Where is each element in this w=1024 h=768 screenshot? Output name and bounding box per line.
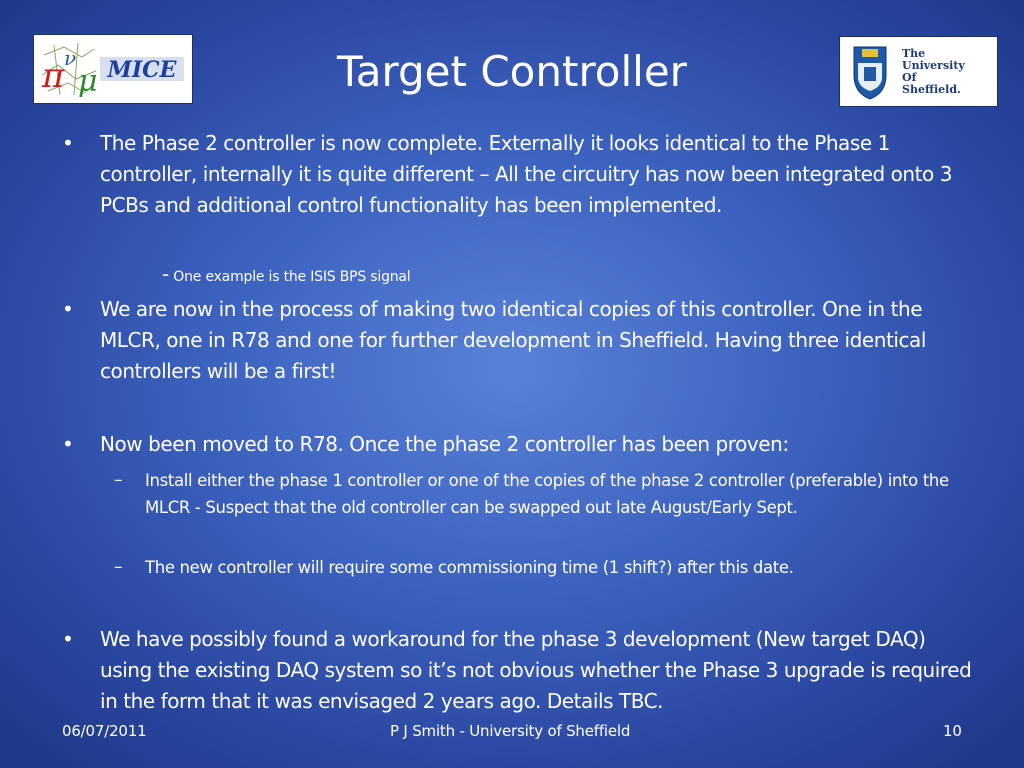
svg-text:μ: μ (78, 64, 98, 99)
sub-item-1: Install either the phase 1 controller or one of the copies of the phase 2 controller (preferable) into the MLCR - Suspect that the old controller can be swapped out late August/Early Sept. (145, 471, 949, 517)
mice-logo-graphic (34, 35, 192, 103)
university-logo-graphic (840, 37, 997, 106)
bullet-text-1: The Phase 2 controller is now complete. Externally it looks identical to the Phase 1 controller, internally it is quite different – All the circuitry has now been integrated onto 3 PCBs and additional control functionality has been implemented. (100, 131, 952, 217)
bullet-marker: • (62, 627, 74, 651)
footer-author: P J Smith - University of Sheffield (390, 722, 631, 740)
sub-item-2: The new controller will require some commissioning time (1 shift?) after this date. (145, 558, 794, 577)
mice-logo-text: MICE (107, 57, 177, 83)
note-text: One example is the ISIS BPS signal (173, 269, 411, 285)
university-logo-line-4: Sheffield. (902, 83, 961, 96)
university-logo (839, 36, 998, 107)
university-logo-line-3: Of (902, 71, 917, 84)
university-logo-line-1: The (902, 47, 926, 60)
svg-text:ν: ν (64, 46, 77, 70)
mice-logo (33, 34, 193, 104)
bullet-marker: • (62, 297, 74, 321)
bullet-text-4: We have possibly found a workaround for the phase 3 development (New target DAQ) using the existing DAQ system so it’s not obvious whether the Phase 3 upgrade is required in the form that it was envisaged 2 years ago. Details TBC. (100, 627, 972, 713)
footer-page-number: 10 (943, 722, 962, 740)
bullet-text-2: We are now in the process of making two identical copies of this controller. One in the MLCR, one in R78 and one for further development in Sheffield. Having three identical controllers will be a first! (100, 297, 926, 383)
sub-dash: – (114, 470, 123, 490)
slide-title: Target Controller (337, 47, 687, 96)
footer-date: 06/07/2011 (62, 722, 147, 740)
bullet-marker: • (62, 131, 74, 155)
note-dash: - (162, 262, 170, 286)
svg-text:π: π (42, 56, 65, 96)
sub-dash: – (114, 557, 123, 577)
bullet-marker: • (62, 432, 74, 456)
bullet-text-3: Now been moved to R78. Once the phase 2 controller has been proven: (100, 432, 789, 456)
bullet-1-note (162, 262, 411, 289)
university-logo-line-2: University (902, 59, 965, 72)
